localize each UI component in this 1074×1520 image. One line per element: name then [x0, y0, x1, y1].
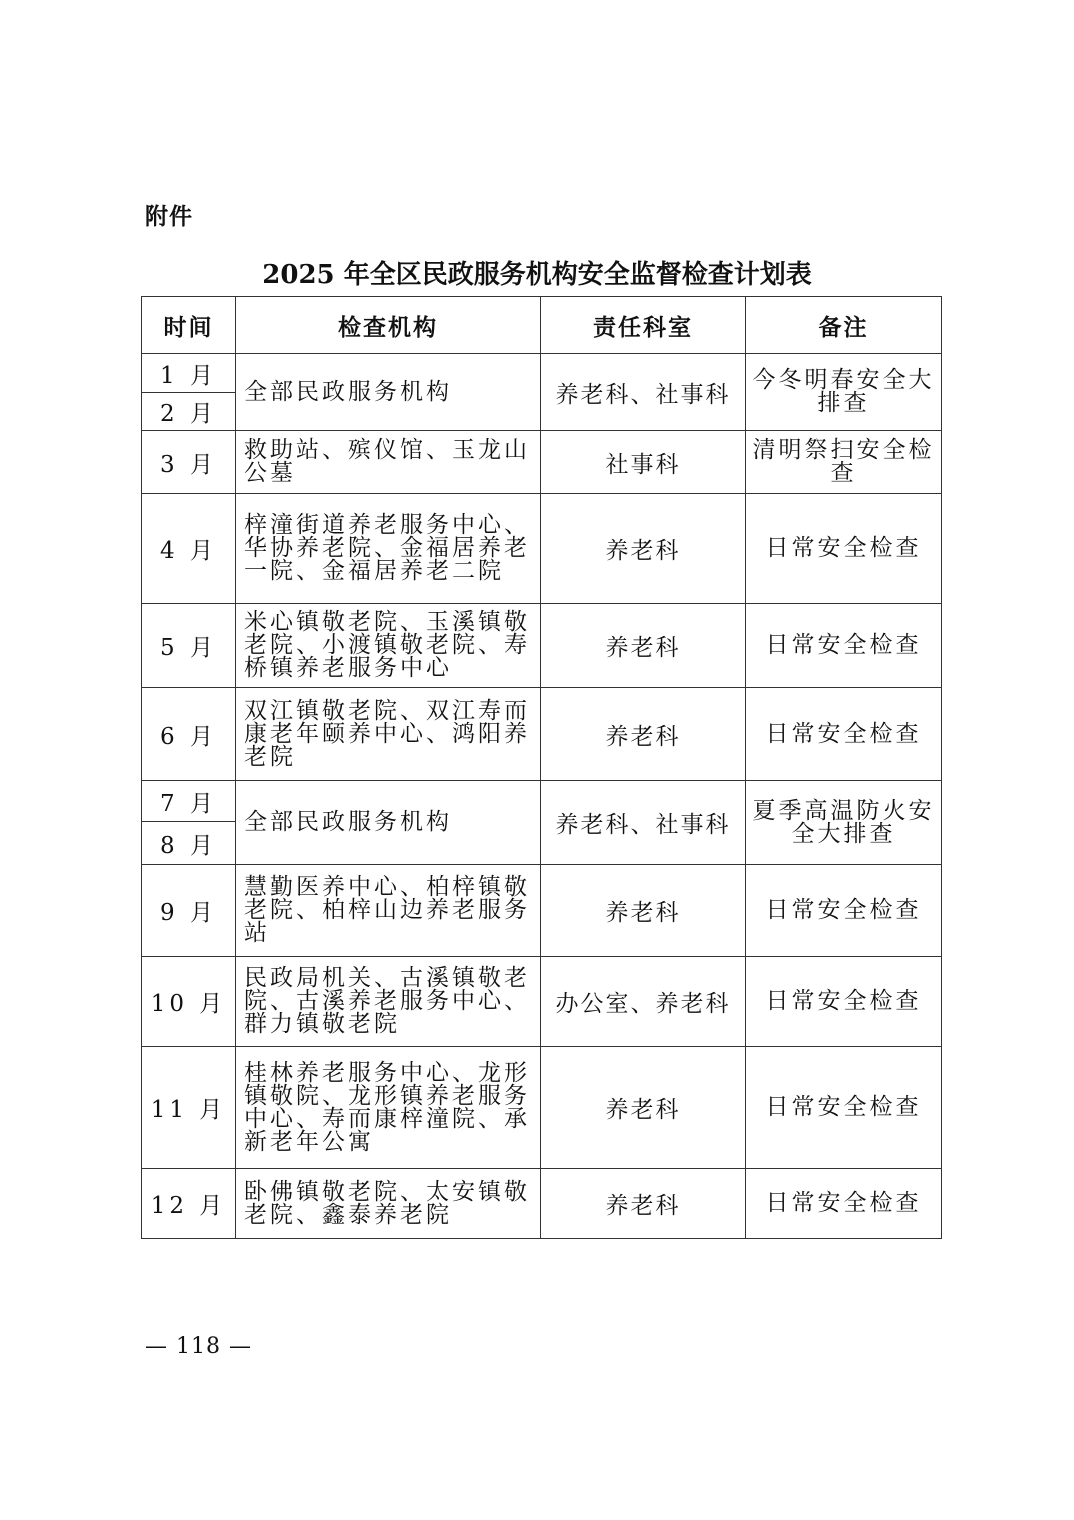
org-cell: 民政局机关、古溪镇敬老院、古溪养老服务中心、群力镇敬老院 [236, 957, 541, 1047]
org-cell: 全部民政服务机构 [236, 354, 541, 431]
table-row [142, 688, 942, 781]
dept-cell: 养老科 [541, 604, 746, 688]
table-header-row [142, 297, 942, 354]
table-row [142, 354, 942, 393]
note-cell: 日常安全检查 [746, 604, 942, 688]
note-cell: 清明祭扫安全检查 [746, 431, 942, 494]
note-cell: 日常安全检查 [746, 688, 942, 781]
month-cell: 11 月 [142, 1047, 236, 1169]
month-cell: 4 月 [142, 494, 236, 604]
inspection-plan-table [141, 296, 942, 1239]
dept-cell: 养老科、社事科 [541, 781, 746, 865]
note-cell: 日常安全检查 [746, 494, 942, 604]
table-row [142, 431, 942, 494]
month-cell: 8 月 [142, 822, 236, 865]
table-row [142, 865, 942, 957]
org-cell: 卧佛镇敬老院、太安镇敬老院、鑫泰养老院 [236, 1169, 541, 1239]
note-cell: 日常安全检查 [746, 957, 942, 1047]
table-row [142, 604, 942, 688]
dept-cell: 养老科 [541, 494, 746, 604]
month-cell: 6 月 [142, 688, 236, 781]
month-cell: 1 月 [142, 354, 236, 393]
dept-cell: 办公室、养老科 [541, 957, 746, 1047]
table-row [142, 781, 942, 822]
org-cell: 桂林养老服务中心、龙形镇敬院、龙形镇养老服务中心、寿而康梓潼院、承新老年公寓 [236, 1047, 541, 1169]
dept-cell: 养老科 [541, 1047, 746, 1169]
month-cell: 2 月 [142, 393, 236, 431]
org-cell: 米心镇敬老院、玉溪镇敬老院、小渡镇敬老院、寿桥镇养老服务中心 [236, 604, 541, 688]
note-cell: 夏季高温防火安全大排查 [746, 781, 942, 865]
dept-cell: 社事科 [541, 431, 746, 494]
table-row [142, 1169, 942, 1239]
month-cell: 7 月 [142, 781, 236, 822]
month-cell: 9 月 [142, 865, 236, 957]
table-row [142, 957, 942, 1047]
month-cell: 5 月 [142, 604, 236, 688]
note-cell: 日常安全检查 [746, 1047, 942, 1169]
org-cell: 慧勤医养中心、柏梓镇敬老院、柏梓山边养老服务站 [236, 865, 541, 957]
header-dept: 责任科室 [541, 297, 746, 354]
note-cell: 今冬明春安全大排查 [746, 354, 942, 431]
org-cell: 双江镇敬老院、双江寿而康老年颐养中心、鸿阳养老院 [236, 688, 541, 781]
dept-cell: 养老科、社事科 [541, 354, 746, 431]
note-cell: 日常安全检查 [746, 865, 942, 957]
org-cell: 梓潼街道养老服务中心、华协养老院、金福居养老一院、金福居养老二院 [236, 494, 541, 604]
org-cell: 全部民政服务机构 [236, 781, 541, 865]
header-time: 时间 [142, 297, 236, 354]
header-note: 备注 [746, 297, 942, 354]
month-cell: 3 月 [142, 431, 236, 494]
note-cell: 日常安全检查 [746, 1169, 942, 1239]
dept-cell: 养老科 [541, 688, 746, 781]
org-cell: 救助站、殡仪馆、玉龙山公墓 [236, 431, 541, 494]
dept-cell: 养老科 [541, 865, 746, 957]
header-org: 检查机构 [236, 297, 541, 354]
table-row [142, 1047, 942, 1169]
page-number: — 118 — [145, 1334, 252, 1359]
document-title: 2025 年全区民政服务机构安全监督检查计划表 [262, 260, 812, 290]
month-cell: 10 月 [142, 957, 236, 1047]
table-row [142, 494, 942, 604]
attachment-label: 附件 [145, 204, 193, 230]
dept-cell: 养老科 [541, 1169, 746, 1239]
month-cell: 12 月 [142, 1169, 236, 1239]
